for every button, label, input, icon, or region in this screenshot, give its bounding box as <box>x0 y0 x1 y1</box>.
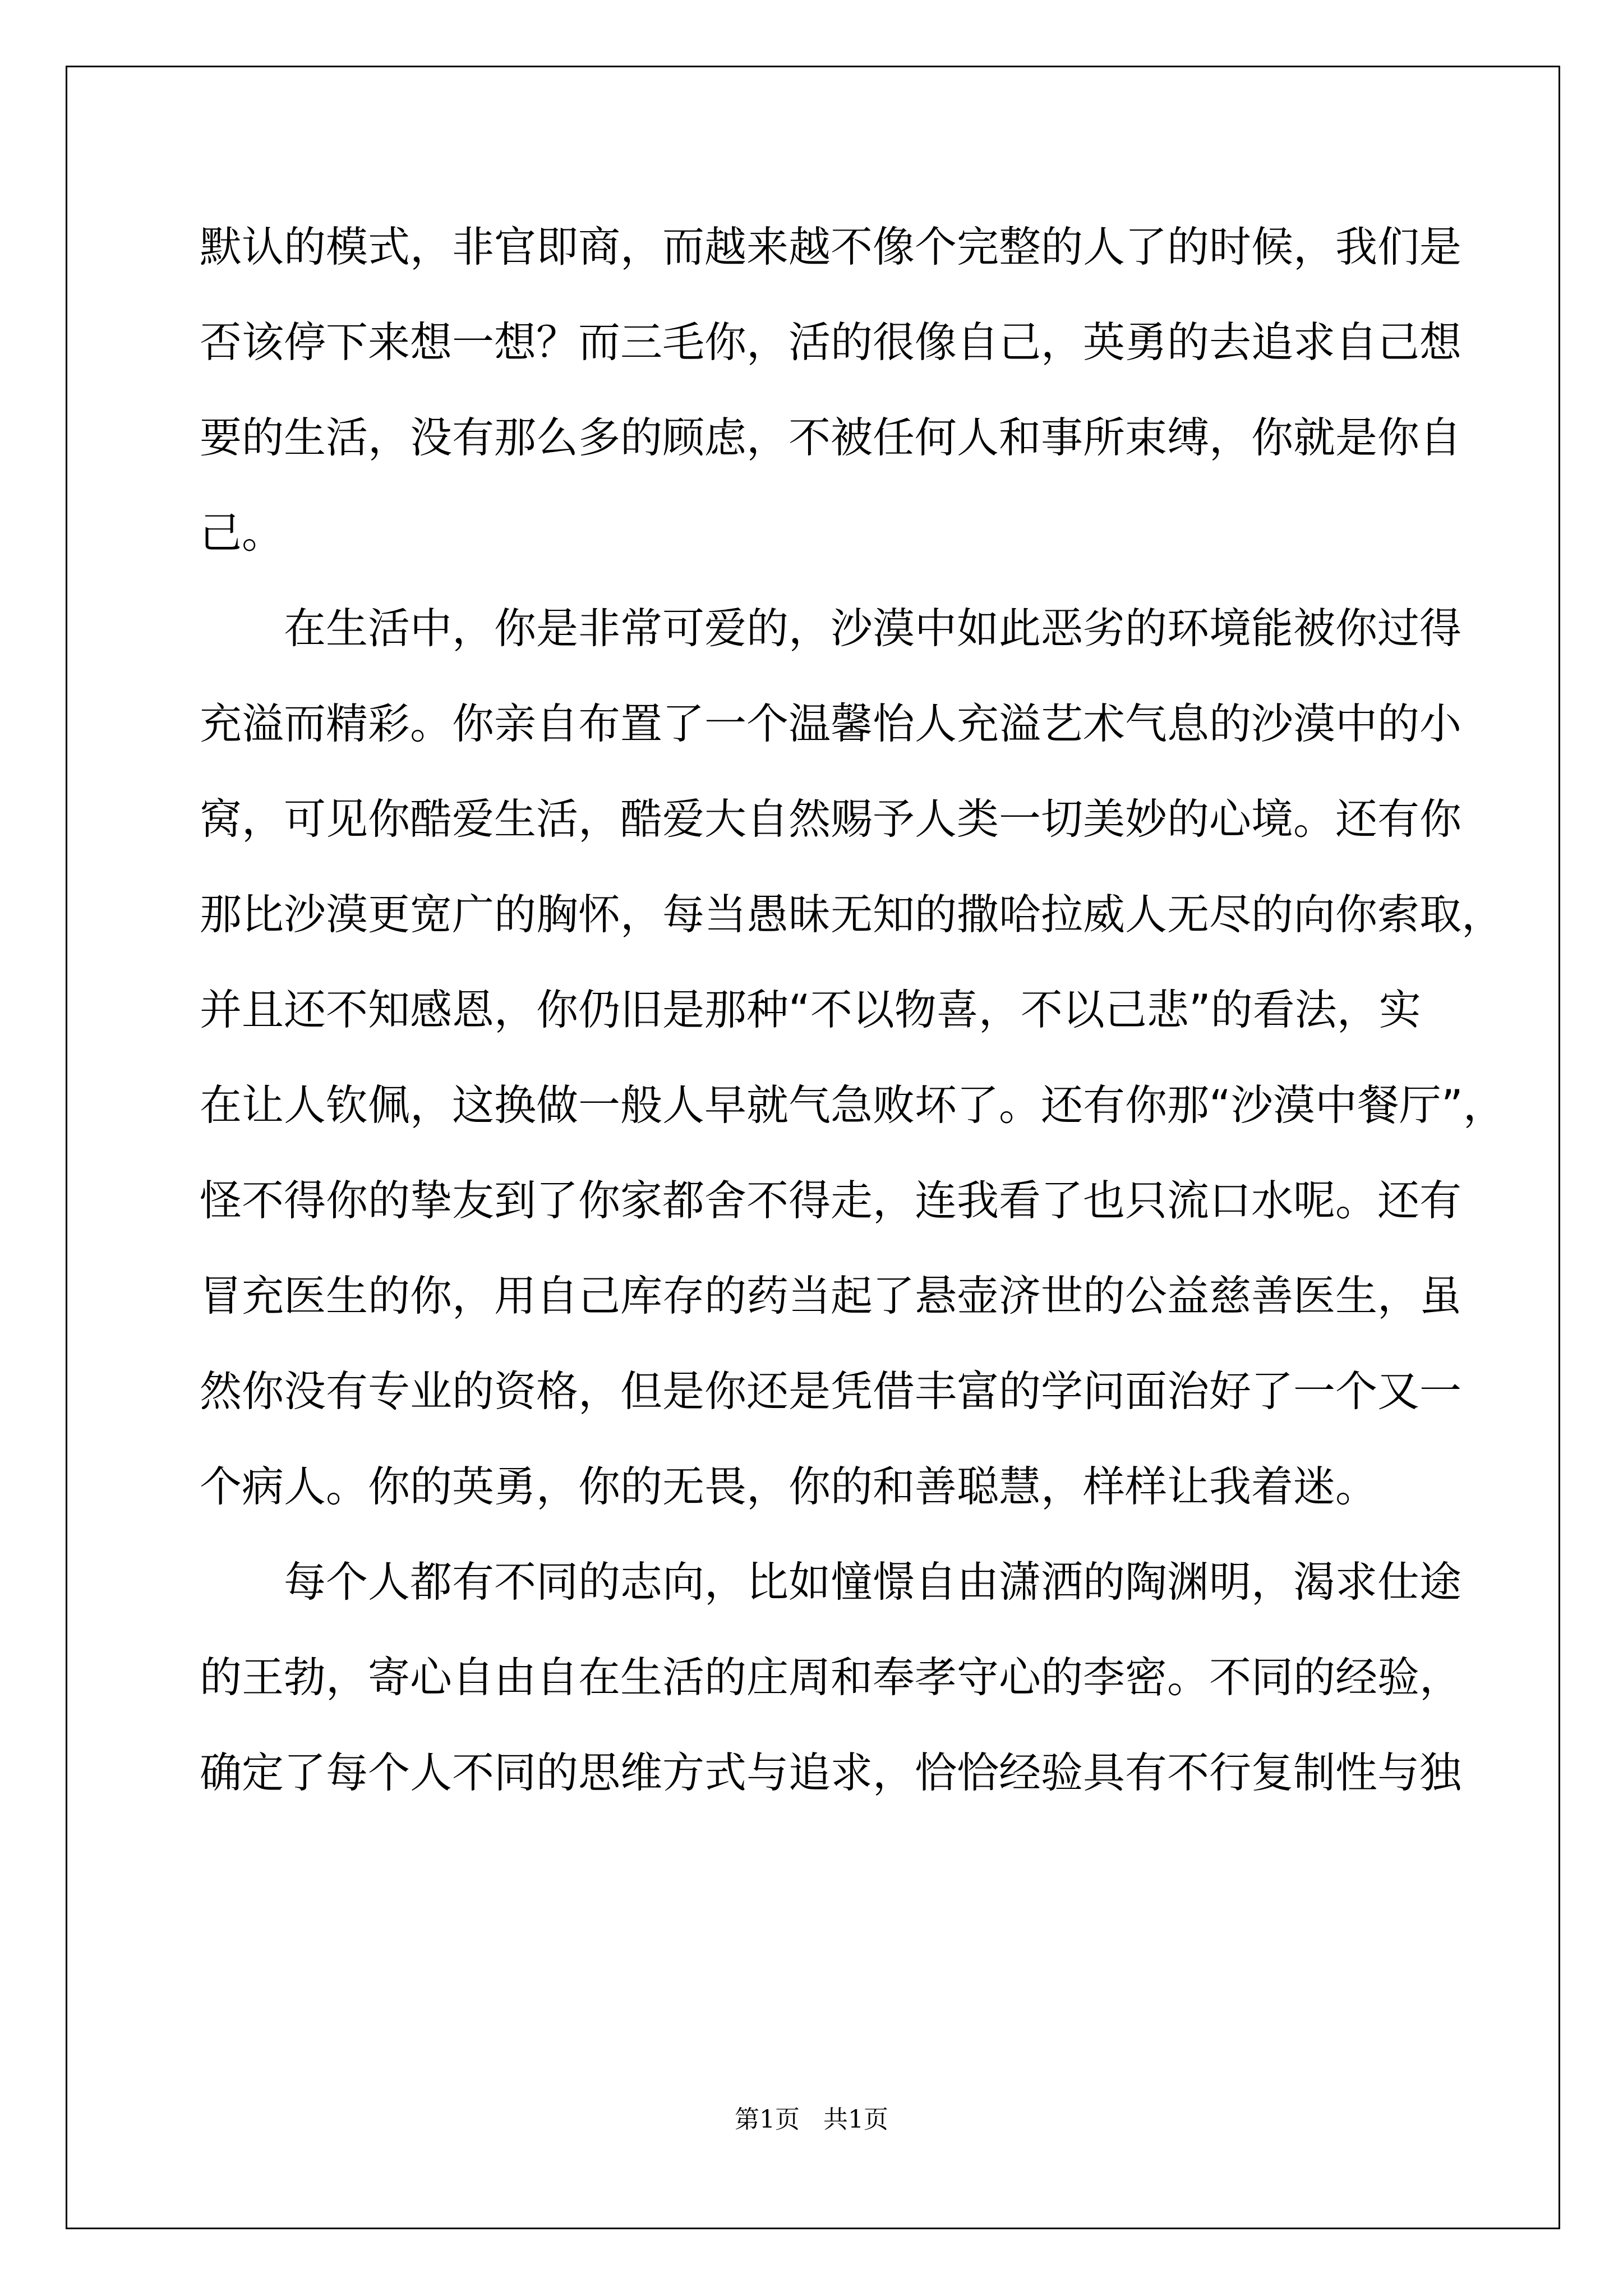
page-border <box>66 66 1560 2229</box>
text-line: 那比沙漠更宽广的胸怀，每当愚昧无知的撒哈拉威人无尽的向你索取， <box>200 890 1504 939</box>
text-line: 窝，可见你酷爱生活，酷爱大自然赐予人类一切美妙的心境。还有你 <box>200 794 1462 844</box>
text-line: 在让人钦佩，这换做一般人早就气急败坏了。还有你那“沙漠中餐厅”， <box>200 1080 1505 1130</box>
text-line: 默认的模式，非官即商，而越来越不像个完整的人了的时候，我们是 <box>200 222 1462 272</box>
text-line: 要的生活，没有那么多的顾虑，不被任何人和事所束缚，你就是你自 <box>200 413 1462 462</box>
text-line: 个病人。你的英勇，你的无畏，你的和善聪慧，样样让我着迷。 <box>200 1462 1378 1511</box>
text-line: 每个人都有不同的志向，比如憧憬自由潇洒的陶渊明，渴求仕途 <box>284 1557 1462 1607</box>
page-number-footer: 第1页 共1页 <box>735 2105 888 2134</box>
text-line: 己。 <box>200 508 284 558</box>
text-line: 确定了每个人不同的思维方式与追求，恰恰经验具有不行复制性与独 <box>200 1748 1462 1797</box>
text-line: 在生活中，你是非常可爱的，沙漠中如此恶劣的环境能被你过得 <box>284 604 1462 653</box>
text-line: 怪不得你的挚友到了你家都舍不得走，连我看了也只流口水呢。还有 <box>200 1176 1462 1225</box>
text-line: 的王勃，寄心自由自在生活的庄周和奉孝守心的李密。不同的经验， <box>200 1653 1462 1702</box>
text-line: 冒充医生的你，用自己库存的药当起了悬壶济世的公益慈善医生，虽 <box>200 1271 1462 1320</box>
text-line: 然你没有专业的资格，但是你还是凭借丰富的学问面治好了一个又一 <box>200 1366 1462 1416</box>
text-line: 并且还不知感恩，你仍旧是那种“不以物喜，不以己悲”的看法，实 <box>200 985 1421 1034</box>
text-line: 充溢而精彩。你亲自布置了一个温馨怡人充溢艺术气息的沙漠中的小 <box>200 699 1462 748</box>
text-line: 否该停下来想一想？而三毛你，活的很像自己，英勇的去追求自己想 <box>200 318 1462 367</box>
